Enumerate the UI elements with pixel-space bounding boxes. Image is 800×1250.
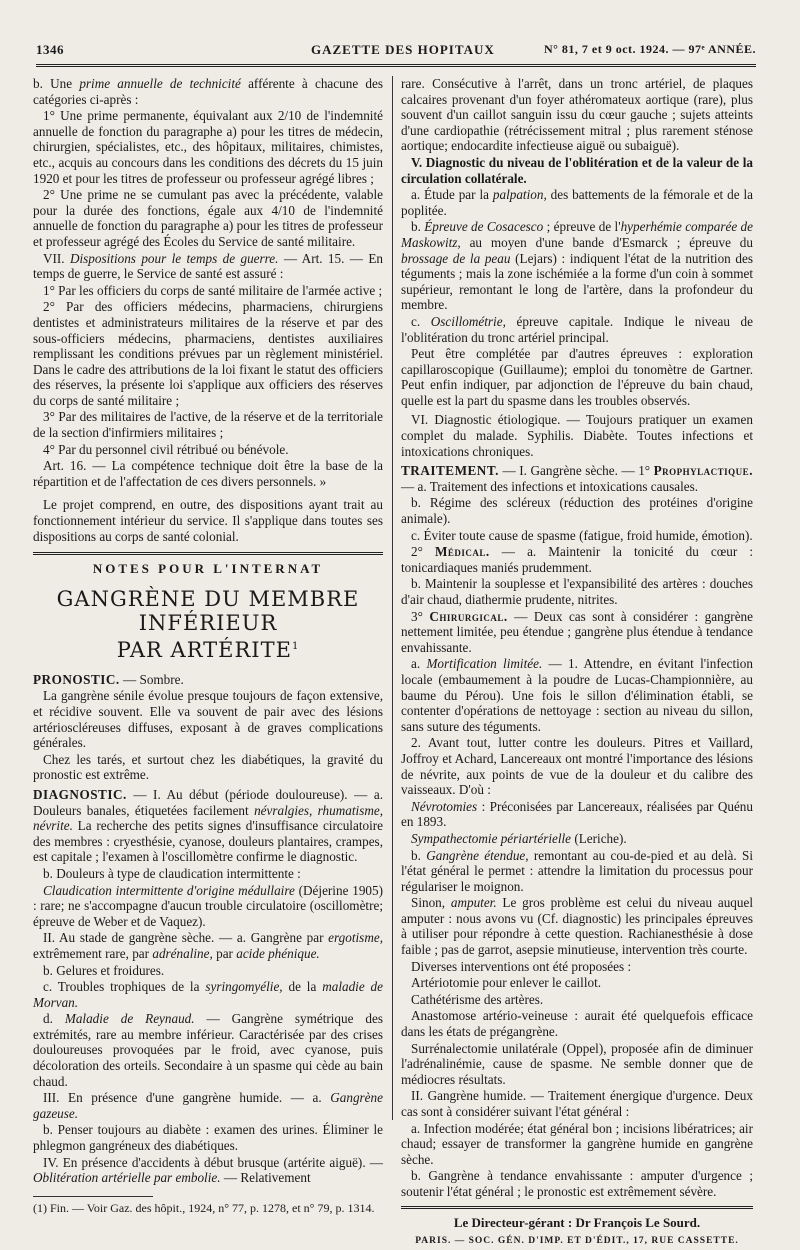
paragraph: 3° Par des militaires de l'active, de la réserve et de la territoriale de la section d'infirmiers militaires ; (33, 409, 383, 441)
paragraph: 2. Avant tout, lutter contre les douleurs. Pitres et Vaillard, Joffroy et Achard, Lancereaux ont montré l'importance des lésions de névrite, aux points de vue de la douleur et du calibre des vaisseaux. D'où : (401, 735, 753, 798)
paragraph: Cathétérisme des artères. (411, 991, 544, 1007)
paragraph: b. Gangrène étendue, remontant au cou-de-pied et au delà. Si l'état général le permet : attendre la limitation du processus pour régulariser le moignon. (401, 847, 753, 894)
article-title: GANGRÈNE DU MEMBRE INFÉRIEUR PAR ARTÉRITE$^1$ (56, 586, 360, 662)
paragraph: b. Épreuve de Cosacesco ; épreuve de l'hyperhémie comparée de Maskowitz, au moyen d'une bande d'Esmarck ; épreuve du brossage de la peau (Lejars) : indiquent l'état de la nutrition des téguments ; mais la zone ischémiée a la forme d'un coin à sommet supérieur, remontant le long de l'artère, dans la profondeur du membre. (401, 219, 754, 313)
paragraph: Chez les tarés, et surtout chez les diabétiques, la gravité du pronostic est extrême. (33, 751, 383, 783)
paragraph: b. Penser toujours au diabète : examen des urines. Éliminer le phlegmon gangréneux des diabétiques. (33, 1122, 383, 1154)
paragraph: 4° Par du personnel civil rétribué ou bénévole. (43, 441, 289, 457)
paragraph: VI. Diagnostic étiologique. — Toujours pratiquer un examen complet du malade. Syphilis. Diabète. Toutes infections et intoxications chroniques. (401, 412, 753, 459)
paragraph: 3° Chirurgical. — Deux cas sont à considérer : gangrène nettement limitée, peu étendue ; gangrène plus étendue à tendance envahissante. (401, 608, 753, 655)
paragraph: La gangrène sénile évolue presque toujours de façon extensive, et récidive souvent. Elle va souvent de pair avec des lésions artérioscléreuses diffuses, exposant à de graves complications générales. (33, 688, 383, 751)
paragraph: d. Maladie de Reynaud. — Gangrène symétrique des extrémités, rare au membre inférieur. Caractérisée par des crises douloureuses provoquées par le froid, avec cyanose, puis décoloration des orteils. Secondaire à un spasme qui cède au bain chaud. (33, 1011, 383, 1089)
footnote: (1) Fin. — Voir Gaz. des hôpit., 1924, n° 77, p. 1278, et n° 79, p. 1314. (33, 1200, 375, 1215)
paragraph: b. Maintenir la souplesse et l'expansibilité des artères : douches d'air chaud, diathermie prudente, nitrites. (401, 576, 753, 607)
running-header (36, 38, 756, 60)
paragraph: a. Infection modérée; état général bon ; incisions libératrices; air chaud; essayer de transformer la gangrène humide en gangrène sèche. (401, 1120, 753, 1167)
section-divider (33, 552, 383, 555)
paragraph: b. Gelures et froidures. (43, 962, 165, 978)
left-column (33, 76, 383, 1216)
issue-info: N° 81, 7 et 9 oct. 1924. — 97ᵉ ANNÉE. (543, 42, 756, 56)
paragraph: c. Troubles trophiques de la syringomyélie, de la maladie de Morvan. (33, 979, 384, 1010)
paragraph: b. Une prime annuelle de technicité afférente à chacune des catégories ci-après : (33, 76, 383, 107)
paragraph: a. Étude par la palpation, des battements de la fémorale et de la poplitée. (401, 187, 753, 218)
paragraph: Diverses interventions ont été proposées : (411, 958, 632, 974)
paragraph: 2° Une prime ne se cumulant pas avec la précédente, valable pour la durée des fonctions, égale aux 4/10 de l'indemnité annuelle de fonction du paragraphe a) pour les titres de professeur et professeur agrégé des Écoles du Service de santé militaire. (33, 187, 383, 249)
paragraph: Anastomose artério-veineuse : aurait été quelquefois efficace dans les états de prégangrène. (401, 1008, 753, 1040)
director-signature: Le Directeur-gérant : Dr François Le Sourd. (453, 1214, 701, 1230)
paragraph: b. Régime des scléreux (réduction des protéines d'origine animale). (401, 495, 753, 527)
paragraph: Claudication intermittente d'origine médullaire (Déjerine 1905) : rare; ne s'accompagne d'aucun trouble circulatoire (oscillomètre; épreuve de Weber et de Vaquez). (33, 882, 383, 929)
paragraph: c. Oscillométrie, épreuve capitale. Indique le niveau de l'oblitération du tronc artériel principal. (401, 313, 753, 345)
paragraph: Art. 16. — La compétence technique doit être la base de la répartition et de l'affectation de ces divers personnels. » (33, 458, 383, 489)
printer-imprint: PARIS. — SOC. GÉN. D'IMP. ET D'ÉDIT., 17, RUE CASSETTE. (415, 1236, 739, 1247)
paragraph: Névrotomies : Préconisées par Lancereaux, réalisées par Quénu en 1893. (401, 798, 753, 830)
section-label: NOTES POUR L'INTERNAT (92, 561, 324, 577)
paragraph: a. Mortification limitée. — 1. Attendre, en évitant l'infection locale (embaumement à la poudre de Lucas-Championnière, au baume du Pérou). Une fois le sillon d'élimination établi, se contenter d'opérations de nettoyage : section au niveau du sillon, sans suture des téguments. (401, 656, 753, 734)
paragraph: DIAGNOSTIC. — I. Au début (période douloureuse). — a. Douleurs banales, étiquetées facilement névralgies, rhumatisme, névrite. La recherche des petits signes d'insuffisance circulatoire des membres : cryesthésie, cyanose, douleurs plantaires, crampes, est capitale ; l'examen à l'oscillomètre confirme le diagnostic. (33, 786, 383, 865)
paragraph: Peut être complétée par d'autres épreuves : exploration capillaroscopique (Guillaume); emploi du tonomètre de Gartner. Peut enfin indiquer, par adjonction de l'épreuve du bain chaud, quelle est la part du spasme dans les troubles observés. (401, 346, 753, 408)
header-rule (36, 64, 756, 67)
paragraph: Le projet comprend, en outre, des dispositions ayant trait au fonctionnement intérieur du service. Il s'applique dans toutes ses dispositions au corps de santé colonial. (33, 497, 383, 544)
subheading: V. Diagnostic du niveau de l'oblitération et de la valeur de la circulation collatérale. (401, 154, 753, 186)
paragraph: Sinon, amputer. Le gros problème est celui du niveau auquel amputer : nous avons vu (Cf. diagnostic) les principales épreuves à utiliser pour répondre à cette question. Rachianesthésie à dose faible ; pas de garrot, asepsie minutieuse, intervention très courte. (401, 895, 753, 958)
paragraph: Artériotomie pour enlever le caillot. (411, 975, 602, 991)
page-number: 1346 (36, 42, 64, 57)
paragraph: TRAITEMENT. — I. Gangrène sèche. — 1° Prophylactique. — a. Traitement des infections et intoxications causales. (401, 463, 753, 494)
paragraph: PRONOSTIC. — Sombre. (33, 671, 184, 687)
paragraph: III. En présence d'une gangrène humide. — a. Gangrène gazeuse. (33, 1090, 383, 1121)
paragraph: b. Gangrène à tendance envahissante : amputer d'urgence ; soutenir l'état général ; le pronostic est extrêmement sévère. (401, 1168, 753, 1199)
paragraph: Surrénalectomie unilatérale (Oppel), proposée afin de diminuer l'adrénalinémie, cause de spasme. Ne semble donner que de médiocres résultats. (401, 1040, 753, 1087)
paragraph: 1° Par les officiers du corps de santé militaire de l'armée active ; (43, 282, 383, 298)
paragraph: Sympathectomie périartérielle (Leriche). (411, 830, 627, 846)
paragraph: VII. Dispositions pour le temps de guerre. — Art. 15. — En temps de guerre, le Service de santé est assuré : (33, 250, 384, 282)
paragraph: b. Douleurs à type de claudication intermittente : (43, 865, 301, 881)
paragraph: 2° Par des officiers médecins, pharmaciens, chirurgiens dentistes et administrateurs militaires de la réserve et par des sous-officiers médecins, pharmaciens, dentistes auxiliaires remplissant les conditions prévues par un règlement ministériel. Dans le cadre des attributions de la loi fixant le statut des officiers des réserves, la présente loi s'applique aux officiers des réserves du corps de santé militaire ; (33, 299, 383, 408)
paragraph: rare. Consécutive à l'arrêt, dans un tronc artériel, de plaques calcaires provenant d'un foyer athéromateux aortique (rare), plus souvent d'un caillot sanguin issu du cœur gauche ; sujets atteints d'une cardiopathie (rétrécissement mitral ; plus rarement sténose aortique; endocardite infectieuse aiguë ou subaiguë). (401, 76, 753, 154)
right-column (401, 76, 753, 1250)
paragraph: c. Éviter toute cause de spasme (fatigue, froid humide, émotion). (411, 527, 753, 543)
paragraph: II. Gangrène humide. — Traitement énergique d'urgence. Deux cas sont à considérer suivant l'état général : (401, 1088, 753, 1119)
paragraph: 2° Médical. — a. Maintenir la tonicité du cœur : tonicardiaques maniés prudemment. (401, 544, 753, 575)
footnote-rule (33, 1196, 153, 1197)
journal-title: GAZETTE DES HOPITAUX (311, 42, 495, 57)
signature-rule (401, 1206, 753, 1209)
paragraph: 1° Une prime permanente, équivalant aux 2/10 de l'indemnité annuelle de fonction du paragraphe a) pour les titres de médecin, chirurgien, spécialistes, etc., des hôpitaux, militaires, chimistes, etc., acquis au concours dans les conditions des décrets du 15 juin 1920 et pour les titres de professeur ou professeur agrégé libres ; (33, 108, 383, 186)
paragraph: II. Au stade de gangrène sèche. — a. Gangrène par ergotisme, extrêmement rare, par adrénaline, par acide phénique. (33, 930, 383, 961)
column-divider (392, 76, 393, 1120)
paragraph: IV. En présence d'accidents à début brusque (artérite aiguë). — Oblitération artérielle par embolie. — Relativement (33, 1154, 383, 1186)
